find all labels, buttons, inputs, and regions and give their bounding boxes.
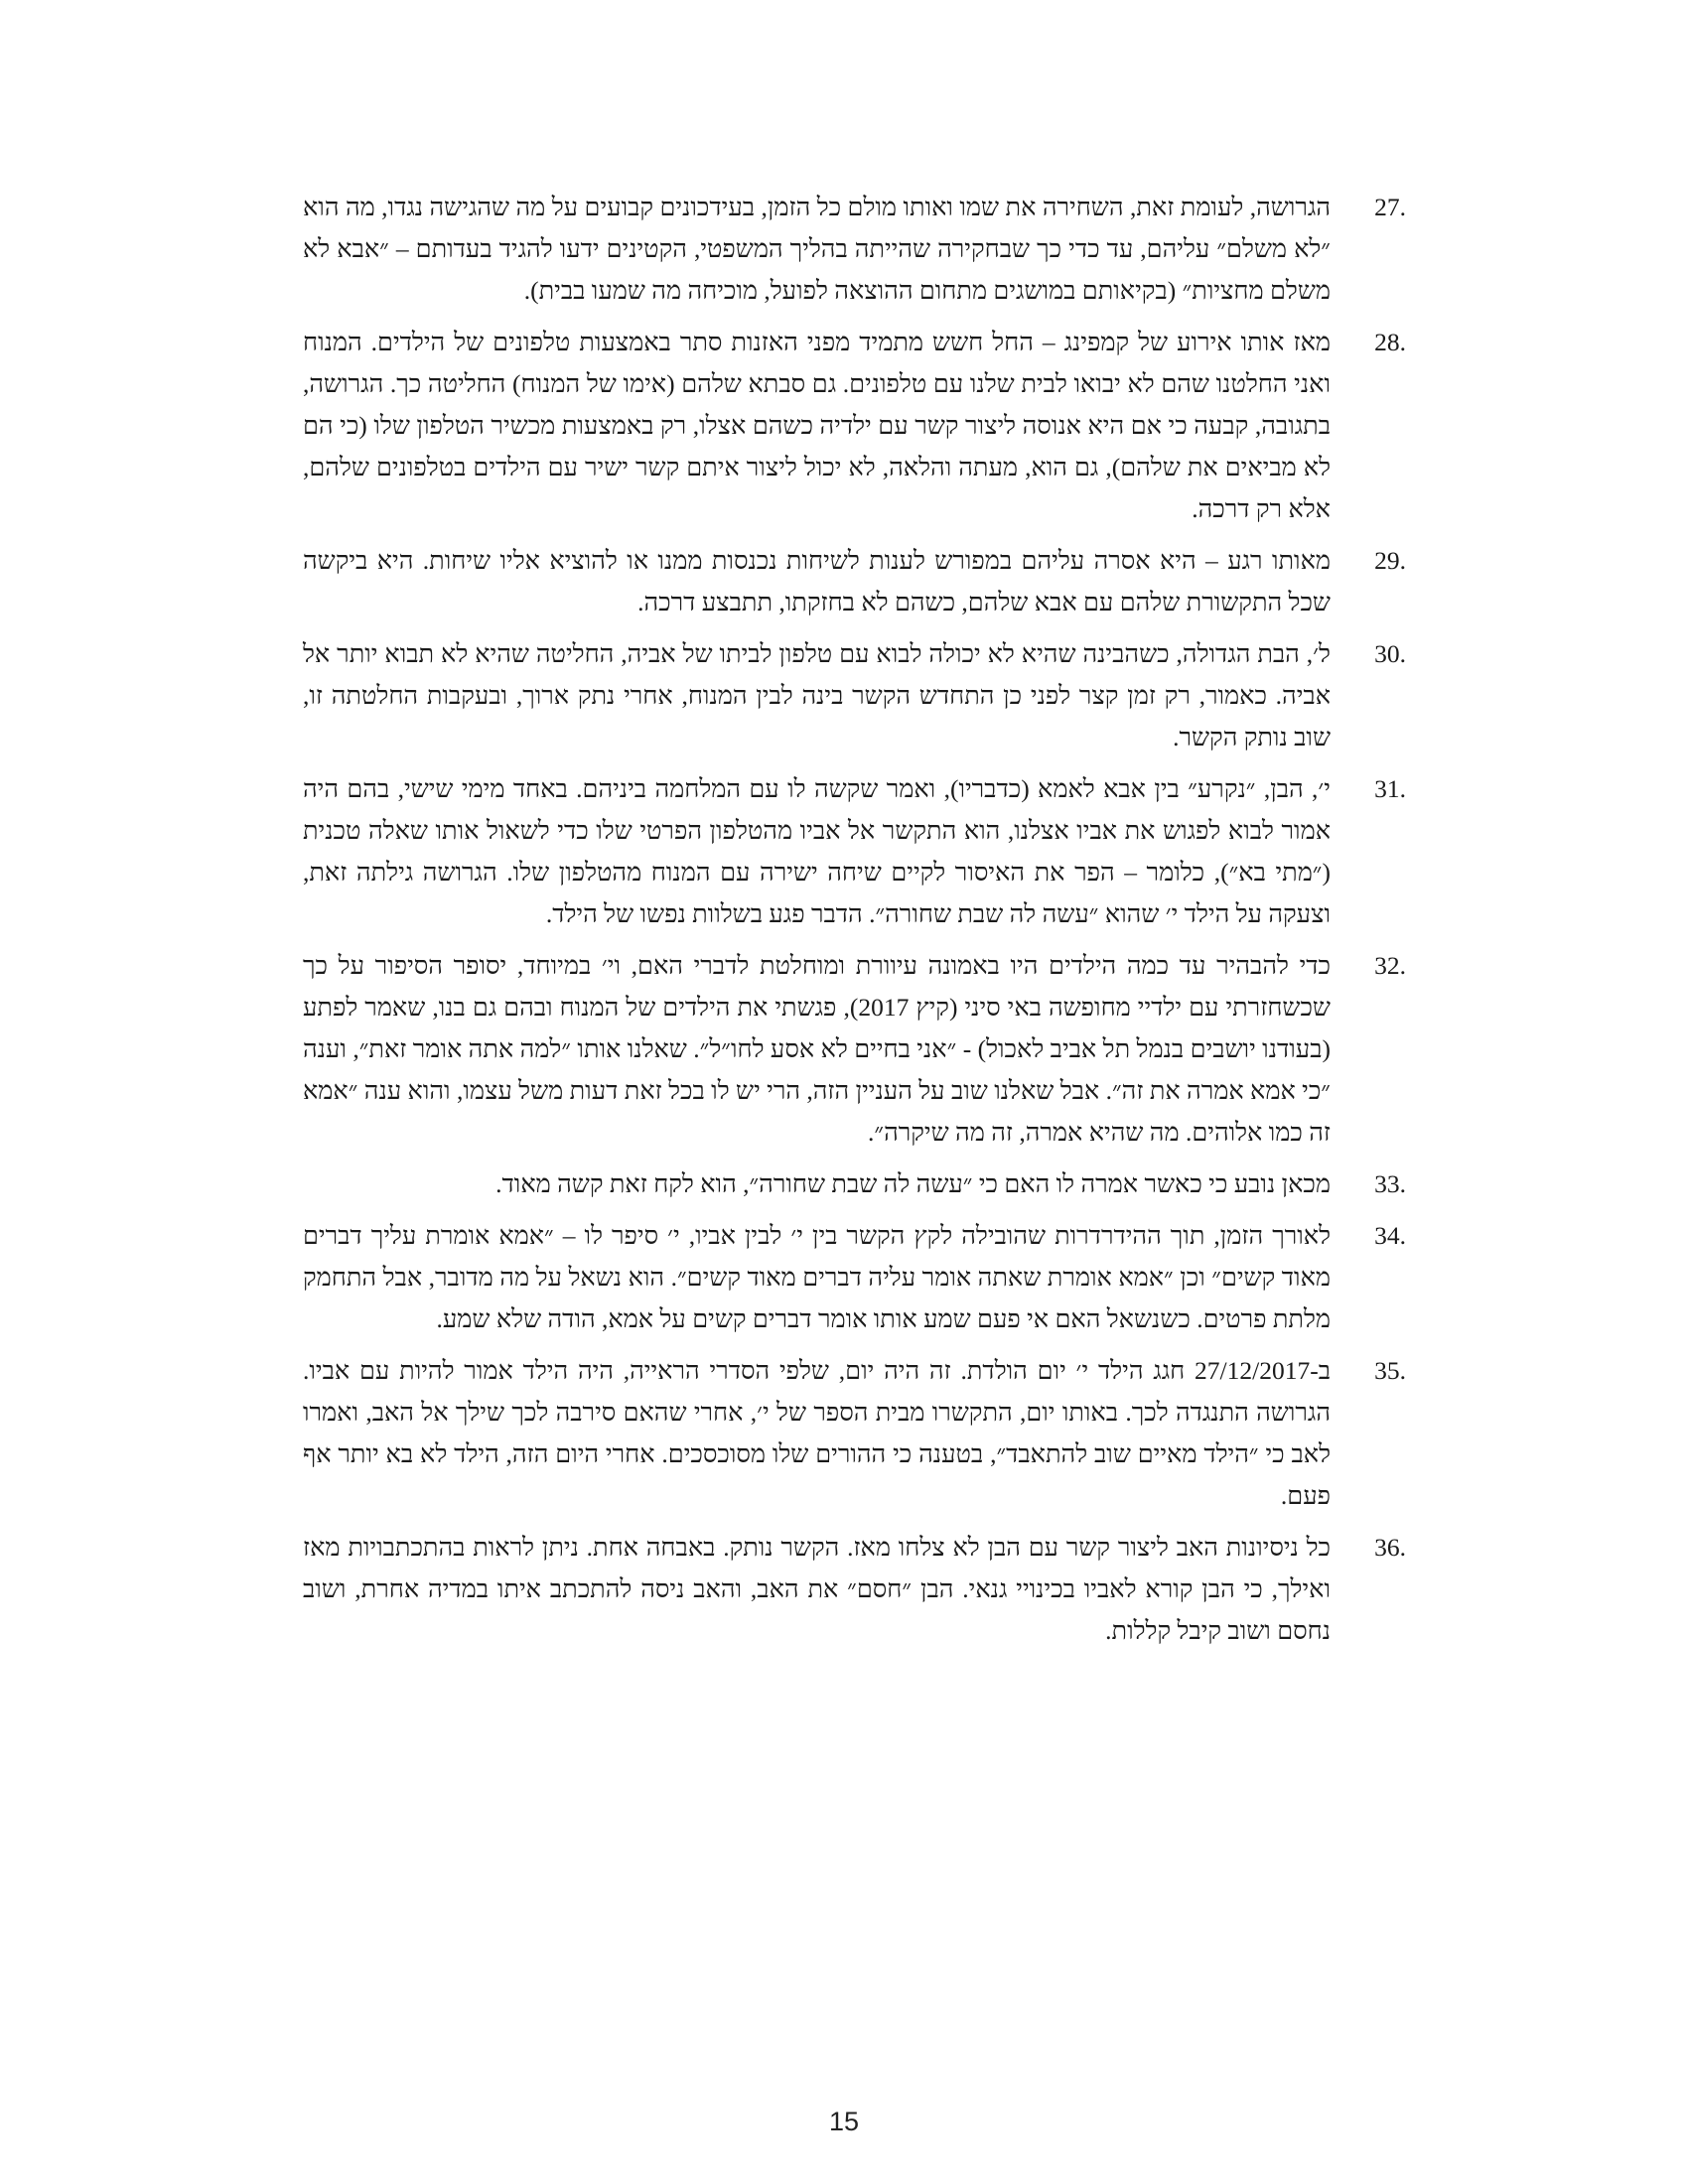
paragraph-text: ל׳, הבת הגדולה, כשהבינה שהיא לא יכולה לבוא עם טלפון לביתו של אביה, החליטה שהיא לא תבוא יותר אל אביה. כאמור, רק זמן קצר לפני כן התחדש הקשר בינה לבין המנוח, אחרי נתק ארוך, ובעקבות החלטתה זו, שוב נותק הקשר. [303, 639, 1331, 751]
paragraph-31 [303, 768, 1406, 935]
paragraph-text: י׳, הבן, ״נקרע״ בין אבא לאמא (כדבריו), ואמר שקשה לו עם המלחמה ביניהם. באחד מימי שישי, בהם היה אמור לבוא לפגוש את אביו אצלנו, הוא התקשר אל אביו מהטלפון הפרטי שלו כדי לשאול אותו שאלה טכנית (״מתי בא״), כלומר – הפר את האיסור לקיים שיחה ישירה עם המנוח מהטלפון שלו. הגרושה גילתה זאת, וצעקה על הילד י׳ שהוא ״עשה לה שבת שחורה״. הדבר פגע בשלוות נפשו של הילד. [303, 774, 1331, 928]
paragraph-text: מכאן נובע כי כאשר אמרה לו האם כי ״עשה לה שבת שחורה״, הוא לקח זאת קשה מאוד. [495, 1169, 1331, 1198]
paragraph-text: ב-27/12/2017 חגג הילד י׳ יום הולדת. זה היה יום, שלפי הסדרי הראייה, היה הילד אמור להיות עם אביו. הגרושה התנגדה לכך. באותו יום, התקשרו מבית הספר של י׳, אחרי שהאם סירבה לכך שילך אל האב, ואמרו לאב כי ״הילד מאיים שוב להתאבד״, בטענה כי ההורים שלו מסוכסכים. אחרי היום הזה, הילד לא בא יותר אף פעם. [303, 1356, 1331, 1510]
paragraph-34 [303, 1215, 1406, 1340]
paragraph-number: 27. [1374, 193, 1406, 221]
paragraph-number: 36. [1374, 1533, 1406, 1562]
paragraph-number: 34. [1374, 1221, 1406, 1250]
paragraph-number: 33. [1374, 1169, 1406, 1198]
paragraph-number: 31. [1374, 774, 1406, 803]
paragraph-number: 28. [1374, 328, 1406, 356]
paragraph-33 [303, 1163, 1406, 1205]
paragraph-number: 35. [1374, 1356, 1406, 1385]
paragraph-30 [303, 633, 1406, 758]
paragraph-32 [303, 945, 1406, 1154]
paragraph-text: כל ניסיונות האב ליצור קשר עם הבן לא צלחו מאז. הקשר נותק. באבחה אחת. ניתן לראות בהתכתבויות מאז ואילך, כי הבן קורא לאביו בכינויי גנאי. הבן ״חסם״ את האב, והאב ניסה להתכתב איתו במדיה אחרת, ושוב נחסם ושוב קיבל קללות. [303, 1533, 1331, 1645]
paragraph-27 [303, 187, 1406, 312]
page-number: 15 [828, 2107, 860, 2136]
document-body [303, 187, 1406, 1662]
paragraph-36 [303, 1527, 1406, 1652]
paragraph-number: 29. [1374, 546, 1406, 575]
paragraph-text: מאותו רגע – היא אסרה עליהם במפורש לענות לשיחות נכנסות ממנו או להוציא אליו שיחות. היא ביקשה שכל התקשורת שלהם עם אבא שלהם, כשהם לא בחזקתו, תתבצע דרכה. [303, 546, 1331, 616]
paragraph-text: הגרושה, לעומת זאת, השחירה את שמו ואותו מולם כל הזמן, בעידכונים קבועים על מה שהגישה נגדו, מה הוא ״לא משלם״ עליהם, עד כדי כך שבחקירה שהייתה בהליך המשפטי, הקטינים ידעו להגיד בעדותם – ״אבא לא משלם מחציות״ (בקיאותם במושגים מתחום ההוצאה לפועל, מוכיחה מה שמעו בבית). [303, 193, 1331, 305]
paragraph-29 [303, 540, 1406, 623]
paragraph-35 [303, 1350, 1406, 1517]
paragraph-number: 32. [1374, 951, 1406, 980]
paragraph-number: 30. [1374, 639, 1406, 668]
paragraph-28 [303, 322, 1406, 530]
paragraph-text: מאז אותו אירוע של קמפינג – החל חשש מתמיד מפני האזנות סתר באמצעות טלפונים של הילדים. המנוח ואני החלטנו שהם לא יבואו לבית שלנו עם טלפונים. גם סבתא שלהם (אימו של המנוח) החליטה כך. הגרושה, בתגובה, קבעה כי אם היא אנוסה ליצור קשר עם ילדיה כשהם אצלו, רק באמצעות מכשיר הטלפון שלו (כי הם לא מביאים את שלהם), גם הוא, מעתה והלאה, לא יכול ליצור איתם קשר ישיר עם הילדים בטלפונים שלהם, אלא רק דרכה. [303, 328, 1331, 523]
paragraph-text: לאורך הזמן, תוך ההידרדרות שהובילה לקץ הקשר בין י׳ לבין אביו, י׳ סיפר לו – ״אמא אומרת עליך דברים מאוד קשים״ וכן ״אמא אומרת שאתה אומר עליה דברים מאוד קשים״. הוא נשאל על מה מדובר, אבל התחמק מלתת פרטים. כשנשאל האם אי פעם שמע אותו אומר דברים קשים על אמא, הודה שלא שמע. [303, 1221, 1331, 1333]
paragraph-text: כדי להבהיר עד כמה הילדים היו באמונה עיוורת ומוחלטת לדברי האם, וי׳ במיוחד, יסופר הסיפור על כך שכשחזרתי עם ילדיי מחופשה באי סיני (קיץ 2017), פגשתי את הילדים של המנוח ובהם גם בנו, שאמר לפתע (בעודנו יושבים בנמל תל אביב לאכול) - ״אני בחיים לא אסע לחו״ל״. שאלנו אותו ״למה אתה אומר זאת״, וענה ״כי אמא אמרה את זה״. אבל שאלנו שוב על העניין הזה, הרי יש לו בכל זאת דעות משל עצמו, והוא ענה ״אמא זה כמו אלוהים. מה שהיא אמרה, זה מה שיקרה״. [303, 951, 1331, 1147]
